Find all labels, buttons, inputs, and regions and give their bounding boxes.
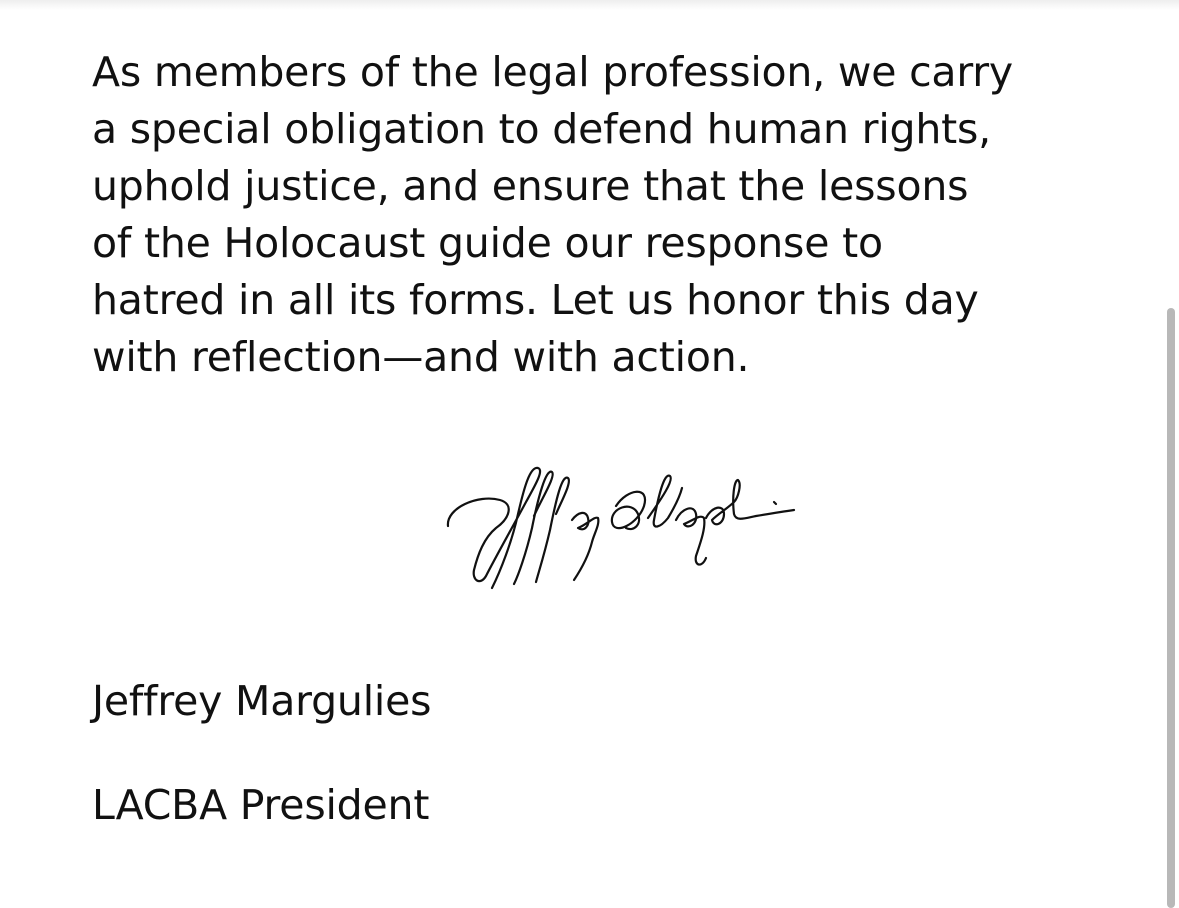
vertical-scrollbar[interactable]: [1163, 0, 1179, 896]
message-line: a special obligation to defend human rights,: [92, 105, 991, 153]
message-line: with reflection—and with action.: [92, 333, 750, 381]
message-line: uphold justice, and ensure that the lessons: [92, 162, 969, 210]
scrollbar-thumb[interactable]: [1167, 308, 1175, 908]
message-line: hatred in all its forms. Let us honor this day: [92, 276, 979, 324]
top-edge-shadow: [0, 0, 1179, 10]
signer-title: LACBA President: [92, 781, 430, 829]
signer-name: Jeffrey Margulies: [92, 677, 432, 725]
message-line: As members of the legal profession, we carry: [92, 48, 1013, 96]
letter-body: [92, 44, 1132, 386]
message-line: of the Holocaust guide our response to: [92, 219, 883, 267]
handwritten-signature: [438, 458, 808, 598]
signature-drawing: [438, 458, 808, 598]
